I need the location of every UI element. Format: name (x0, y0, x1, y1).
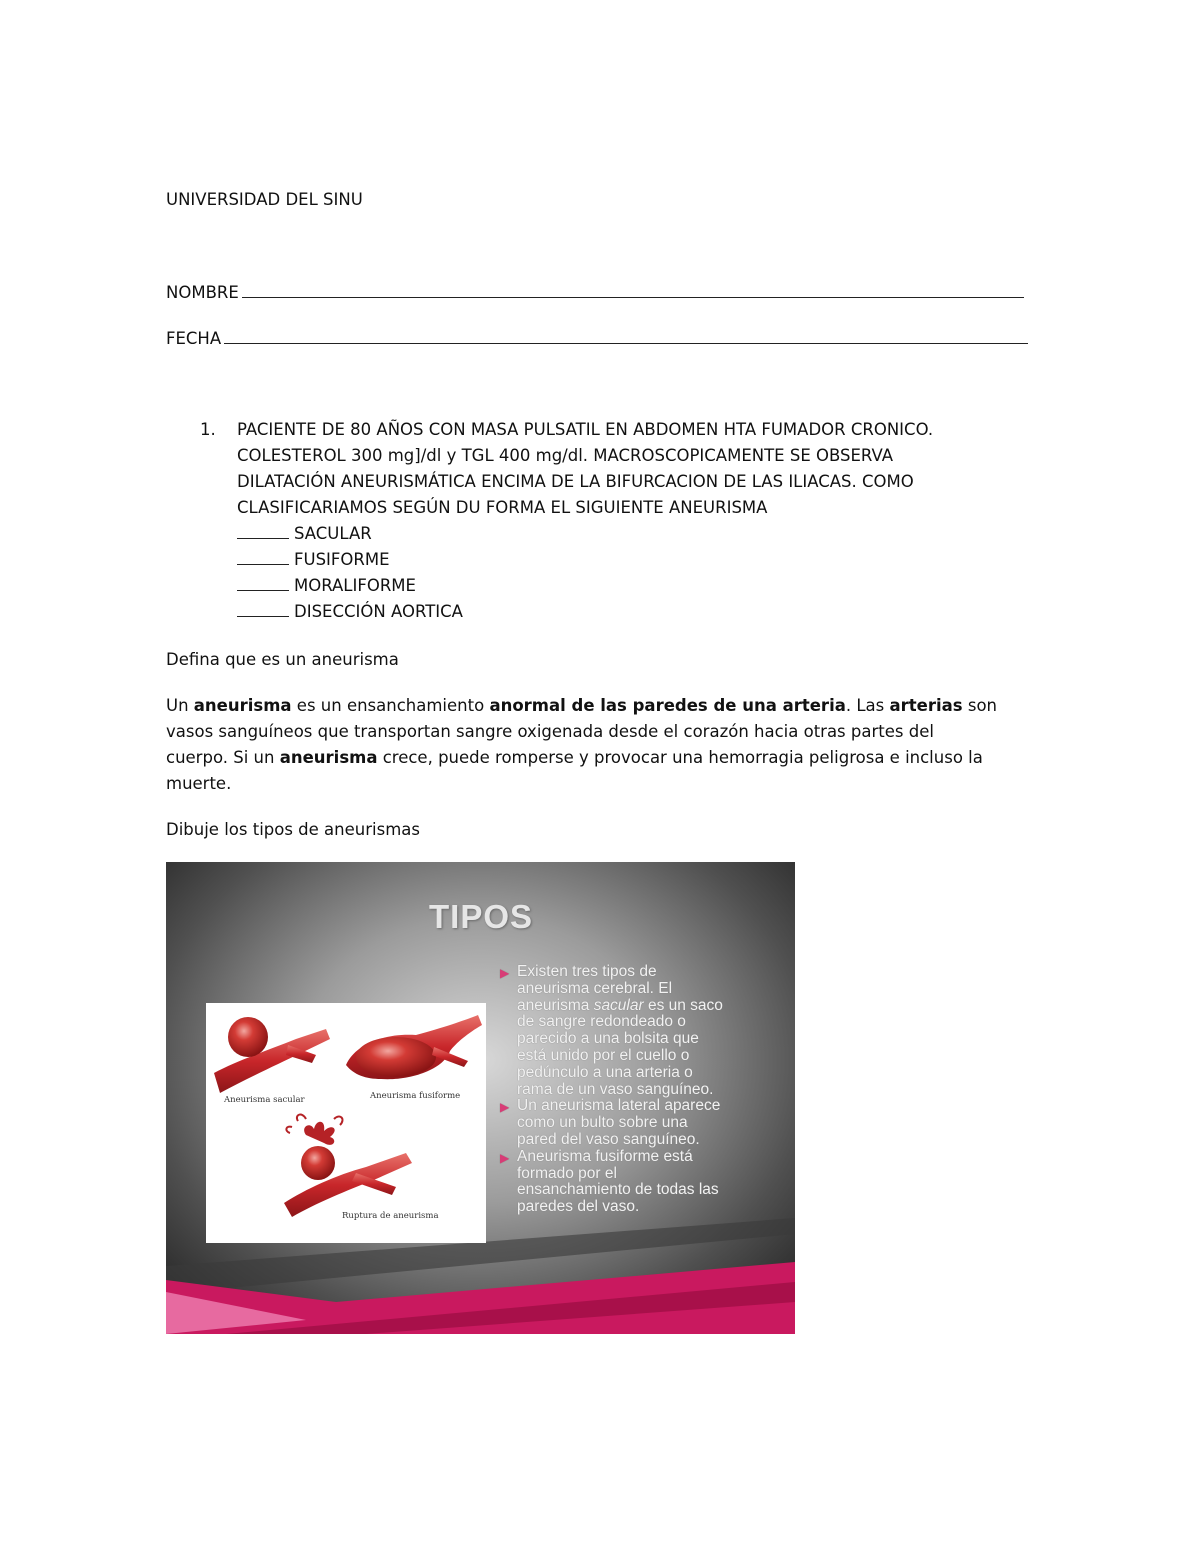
text-run: son (962, 696, 998, 715)
slide-bullet (500, 1149, 790, 1216)
option-label: SACULAR (294, 524, 372, 543)
bullet-line: paredes del vaso. (517, 1198, 640, 1216)
option-label: MORALIFORME (294, 576, 416, 595)
bullet-line: ensanchamiento de todas las (517, 1181, 719, 1199)
definition-line (166, 745, 1026, 771)
option-moraliforme (237, 573, 1017, 599)
draw-prompt: Dibuje los tipos de aneurismas (166, 820, 420, 839)
aneurysm-illustration-panel (206, 1003, 486, 1243)
option-sacular (237, 521, 1017, 547)
option-diseccion-aortica (237, 599, 1017, 625)
bullet-line: Aneurisma fusiforme está (517, 1147, 693, 1165)
bold-term: aneurisma (193, 696, 292, 715)
slide-image (166, 862, 795, 1334)
answer-blank (237, 548, 289, 565)
bullet-line: como un bulto sobre una (517, 1114, 688, 1132)
slide-bullet (500, 1098, 790, 1148)
text-run: es un ensanchamiento (291, 696, 490, 715)
question-line: CLASIFICARIAMOS SEGÚN DU FORMA EL SIGUIENTE ANEURISMA (237, 498, 768, 517)
caption-ruptura: Ruptura de aneurisma (342, 1211, 439, 1221)
definition-line: muerte. (166, 774, 232, 793)
definition-line (166, 693, 1026, 719)
text-run: . Las (845, 696, 890, 715)
option-label: DISECCIÓN AORTICA (294, 602, 463, 621)
text-run: Un (166, 696, 194, 715)
fusiform-aneurysm-drawing (346, 1015, 482, 1079)
question-body (237, 417, 1017, 625)
bullet-line: parecido a una bolsita que (517, 1030, 699, 1048)
nombre-blank-line (242, 279, 1024, 298)
bullet-line: de sangre redondeado o (517, 1013, 686, 1031)
fecha-blank-line (224, 325, 1028, 344)
bullet-arrow-icon: ▶ (500, 1150, 510, 1165)
bold-term: arterias (889, 696, 963, 715)
bullet-line: está unido por el cuello o (517, 1046, 690, 1064)
text-run: aneurisma (517, 996, 594, 1014)
bullet-line: formado por el (517, 1164, 617, 1182)
bullet-line: aneurisma cerebral. El (517, 979, 673, 997)
define-prompt: Defina que es un aneurisma (166, 650, 399, 669)
caption-fusiforme: Aneurisma fusiforme (370, 1091, 461, 1101)
option-fusiforme (237, 547, 1017, 573)
slide-bullet-list (500, 964, 790, 1216)
bullet-line (517, 998, 790, 1015)
definition-paragraph (166, 693, 1026, 797)
italic-term: sacular (593, 996, 644, 1014)
fecha-label: FECHA (166, 329, 222, 348)
answer-blank (237, 522, 289, 539)
bullet-arrow-icon: ▶ (500, 1100, 510, 1115)
bullet-line: Un aneurisma lateral aparece (517, 1097, 721, 1115)
bullet-arrow-icon: ▶ (500, 966, 510, 980)
aneurysm-types-illustration (206, 1003, 486, 1243)
nombre-label: NOMBRE (166, 283, 239, 302)
text-run: es un saco (643, 996, 723, 1014)
question-line: COLESTEROL 300 mg]/dl y TGL 400 mg/dl. MACROSCOPICAMENTE SE OBSERVA (237, 446, 893, 465)
bullet-line: pedúnculo a una arteria o (517, 1063, 693, 1081)
definition-line: vasos sanguíneos que transportan sangre oxigenada desde el corazón hacia otras partes del (166, 722, 934, 741)
text-run: cuerpo. Si un (166, 748, 280, 767)
option-label: FUSIFORME (294, 550, 390, 569)
answer-blank (237, 574, 289, 591)
ruptured-aneurysm-drawing (284, 1115, 412, 1217)
bullet-line: pared del vaso sanguíneo. (517, 1130, 700, 1148)
caption-sacular: Aneurisma sacular (224, 1095, 305, 1105)
question-number: 1. (200, 420, 216, 439)
university-name: UNIVERSIDAD DEL SINU (166, 190, 363, 209)
bullet-line: rama de un vaso sanguíneo. (517, 1080, 714, 1098)
slide-title: TIPOS (429, 898, 534, 935)
answer-blank (237, 600, 289, 617)
question-line: DILATACIÓN ANEURISMÁTICA ENCIMA DE LA BIFURCACION DE LAS ILIACAS. COMO (237, 472, 914, 491)
nombre-field (166, 279, 1024, 306)
fecha-field (166, 325, 1028, 352)
slide-bullet (500, 964, 790, 1098)
bold-term: anormal de las paredes de una arteria (489, 696, 846, 715)
saccular-aneurysm-drawing (214, 1017, 330, 1093)
bold-term: aneurisma (279, 748, 378, 767)
text-run: crece, puede romperse y provocar una hemorragia peligrosa e incluso la (377, 748, 983, 767)
bullet-line: Existen tres tipos de (517, 963, 657, 980)
question-line: PACIENTE DE 80 AÑOS CON MASA PULSATIL EN ABDOMEN HTA FUMADOR CRONICO. (237, 420, 934, 439)
